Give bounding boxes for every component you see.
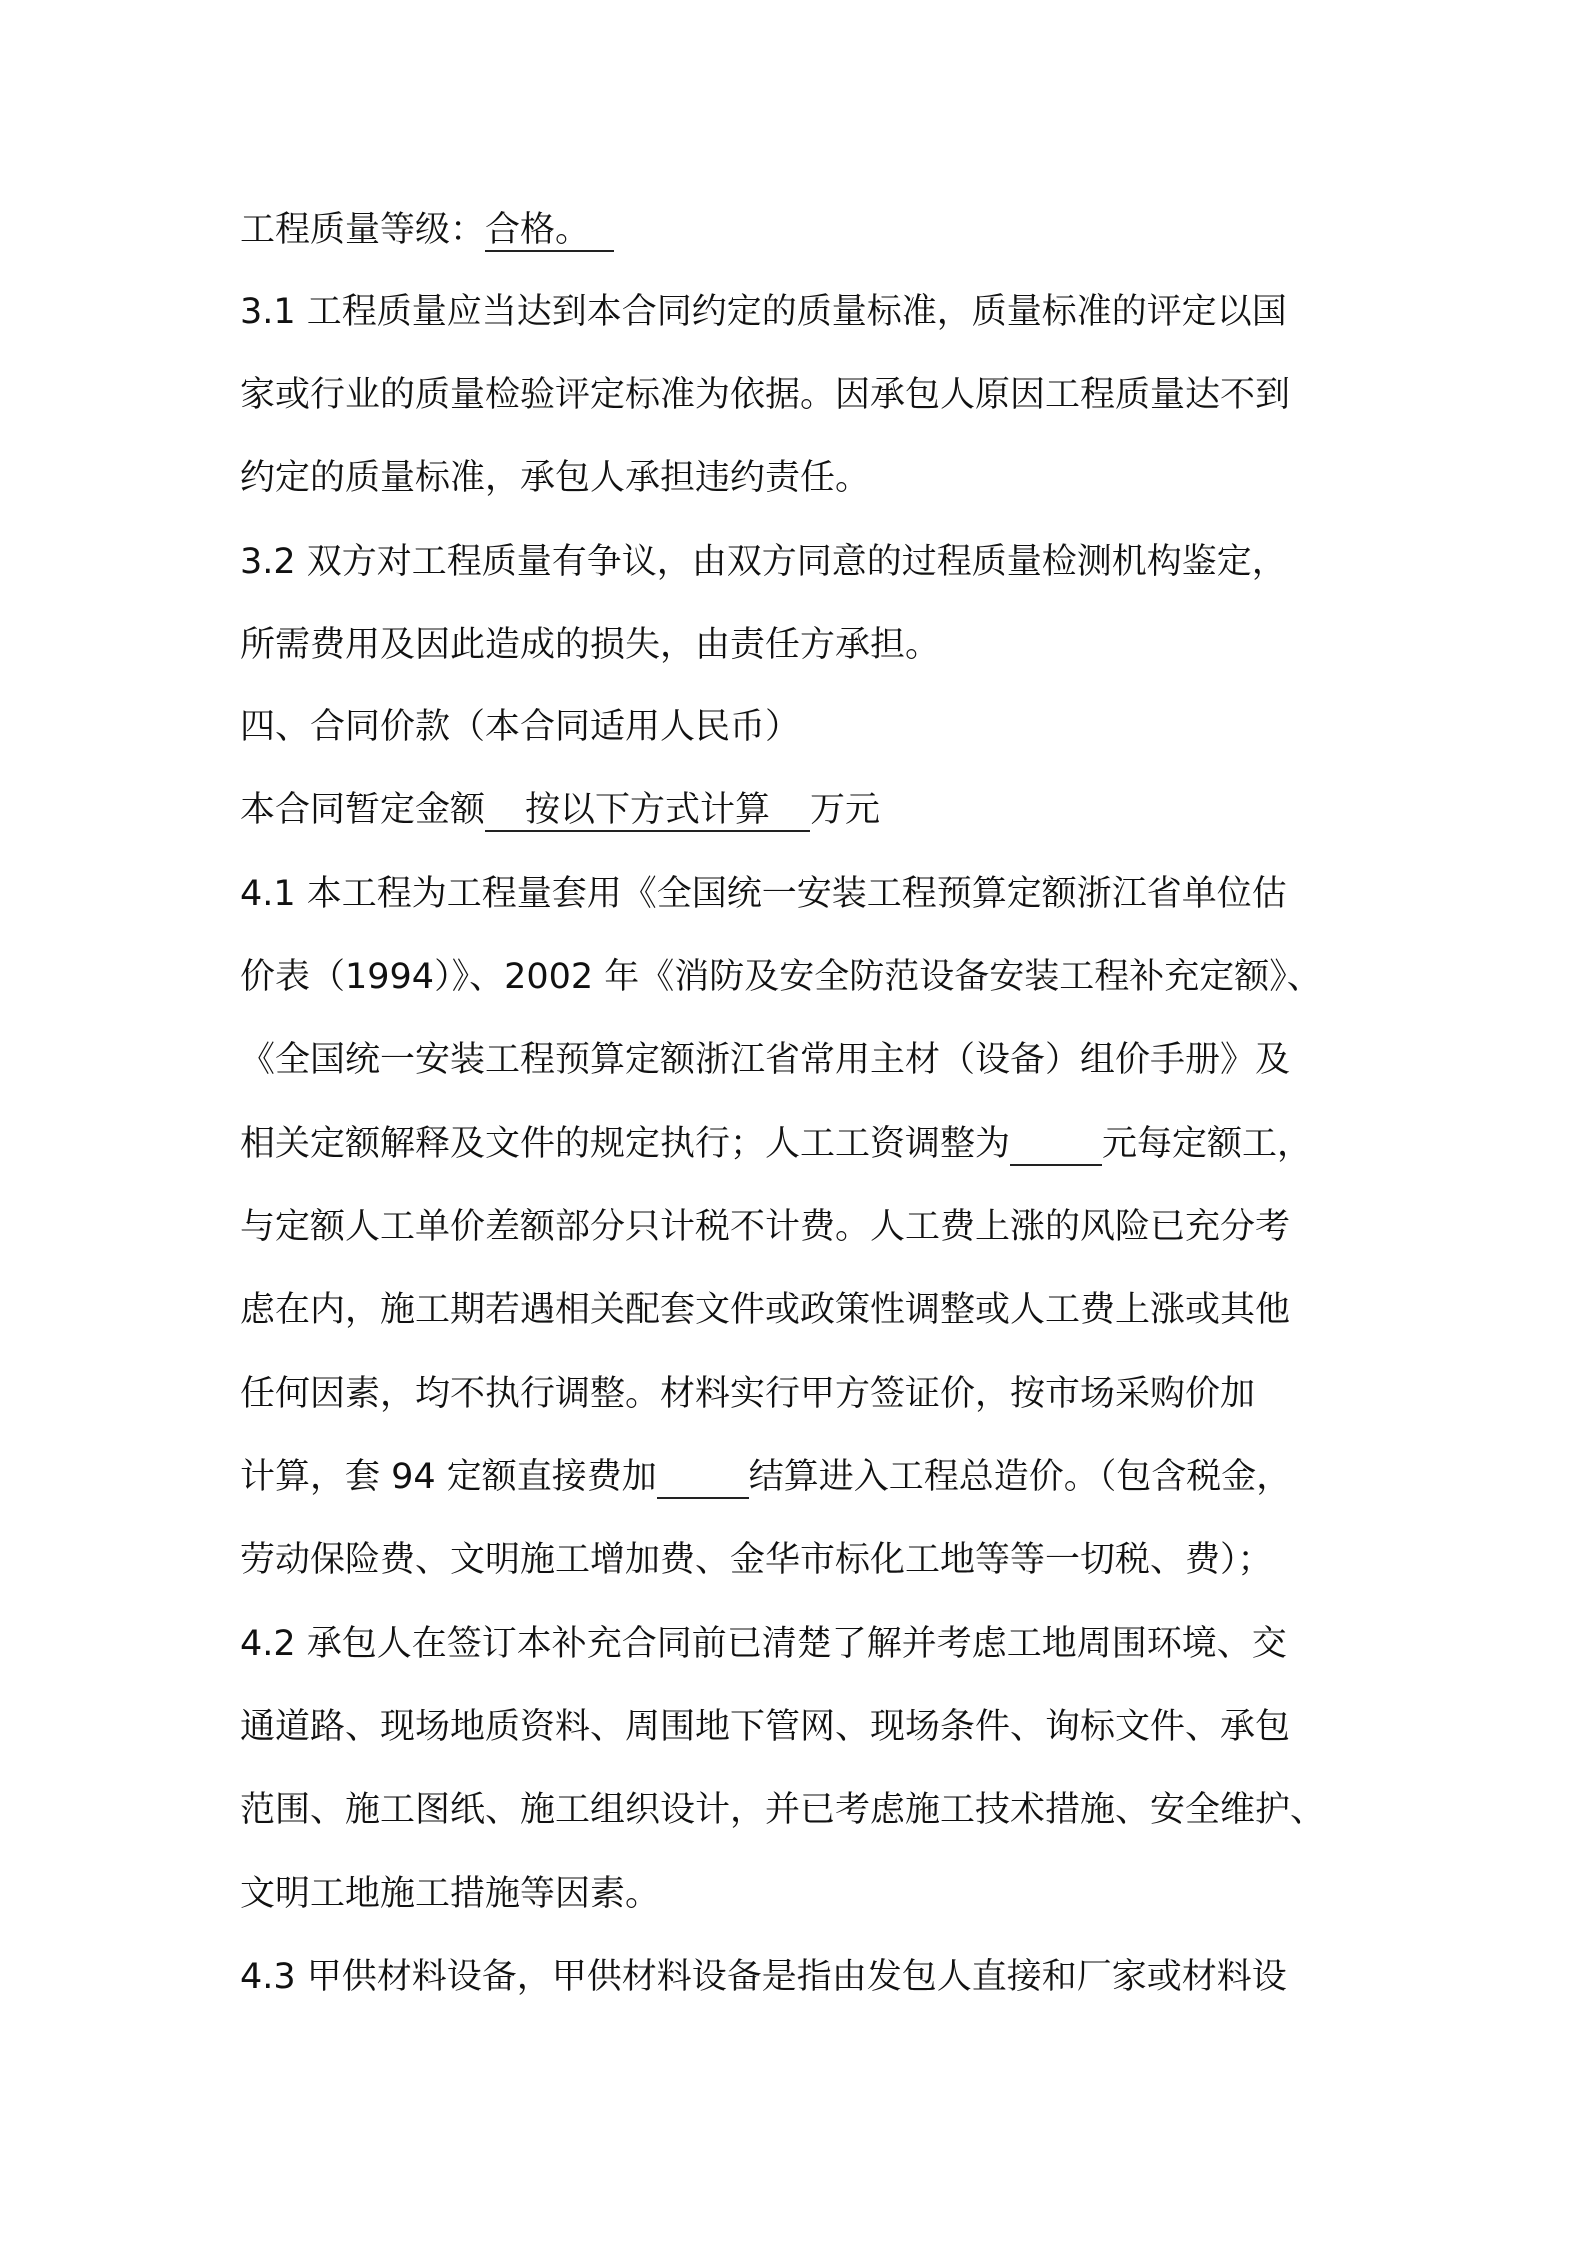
clause-4-2-line-3: 范围、施工图纸、施工组织设计，并已考虑施工技术措施、安全维护、 [240,1790,1326,1830]
clause-4-1-line-9: 劳动保险费、文明施工增加费、金华市标化工地等等一切税、费）； [240,1540,1273,1580]
direct-cost-blank [657,1457,749,1499]
clause-3-2-line-1: 3.2 双方对工程质量有争议，由双方同意的过程质量检测机构鉴定， [240,542,1287,582]
clause-4-2-line-1: 4.2 承包人在签订本补充合同前已清楚了解并考虑工地周围环境、交 [240,1624,1287,1664]
clause-4-1-line-8 [240,1455,1291,1499]
clause-4-1-line-3: 《全国统一安装工程预算定额浙江省常用主材（设备）组价手册》及 [240,1040,1291,1080]
clause-3-1-line-1: 3.1 工程质量应当达到本合同约定的质量标准，质量标准的评定以国 [240,292,1287,332]
clause-4-1-line-2: 价表（1994）》、2002 年《消防及安全防范设备安装工程补充定额》、 [240,957,1322,997]
clause-4-1-line-5: 与定额人工单价差额部分只计税不计费。人工费上涨的风险已充分考 [240,1207,1291,1247]
labor-wage-blank [1010,1124,1102,1166]
clause-4-2-line-2: 通道路、现场地质资料、周围地下管网、现场条件、询标文件、承包 [240,1707,1291,1747]
clause-3-1-line-3: 约定的质量标准，承包人承担违约责任。 [240,458,871,498]
labor-wage-unit: 元每定额工， [1102,1124,1313,1164]
quality-grade-value: 合格。 [485,210,614,252]
clause-4-1-line-4 [240,1122,1312,1166]
quality-grade-label: 工程质量等级： [240,210,486,250]
labor-wage-text: 相关定额解释及文件的规定执行；人工工资调整为 [240,1124,1011,1164]
quality-grade-line [240,208,614,252]
clause-4-3-line-1: 4.3 甲供材料设备，甲供材料设备是指由发包人直接和厂家或材料设 [240,1957,1287,1997]
clause-4-1-line-7: 任何因素，均不执行调整。材料实行甲方签证价，按市场采购价加 [240,1374,1256,1414]
amount-prefix: 本合同暂定金额 [240,790,486,830]
clause-3-1-line-2: 家或行业的质量检验评定标准为依据。因承包人原因工程质量达不到 [240,375,1291,415]
amount-suffix: 万元 [810,790,881,830]
clause-3-2-line-2: 所需费用及因此造成的损失，由责任方承担。 [240,625,941,665]
clause-4-1-line-6: 虑在内，施工期若遇相关配套文件或政策性调整或人工费上涨或其他 [240,1290,1291,1330]
section-4-title: 四、合同价款（本合同适用人民币） [240,707,801,747]
clause-4-2-line-4: 文明工地施工措施等因素。 [240,1874,661,1914]
settlement-text: 结算进入工程总造价。（包含税金， [748,1457,1292,1497]
contract-amount-line [240,788,880,832]
amount-value: 按以下方式计算 [485,790,810,832]
clause-4-1-line-1: 4.1 本工程为工程量套用《全国统一安装工程预算定额浙江省单位估 [240,874,1287,914]
direct-cost-text: 计算，套 94 定额直接费加 [240,1457,657,1497]
